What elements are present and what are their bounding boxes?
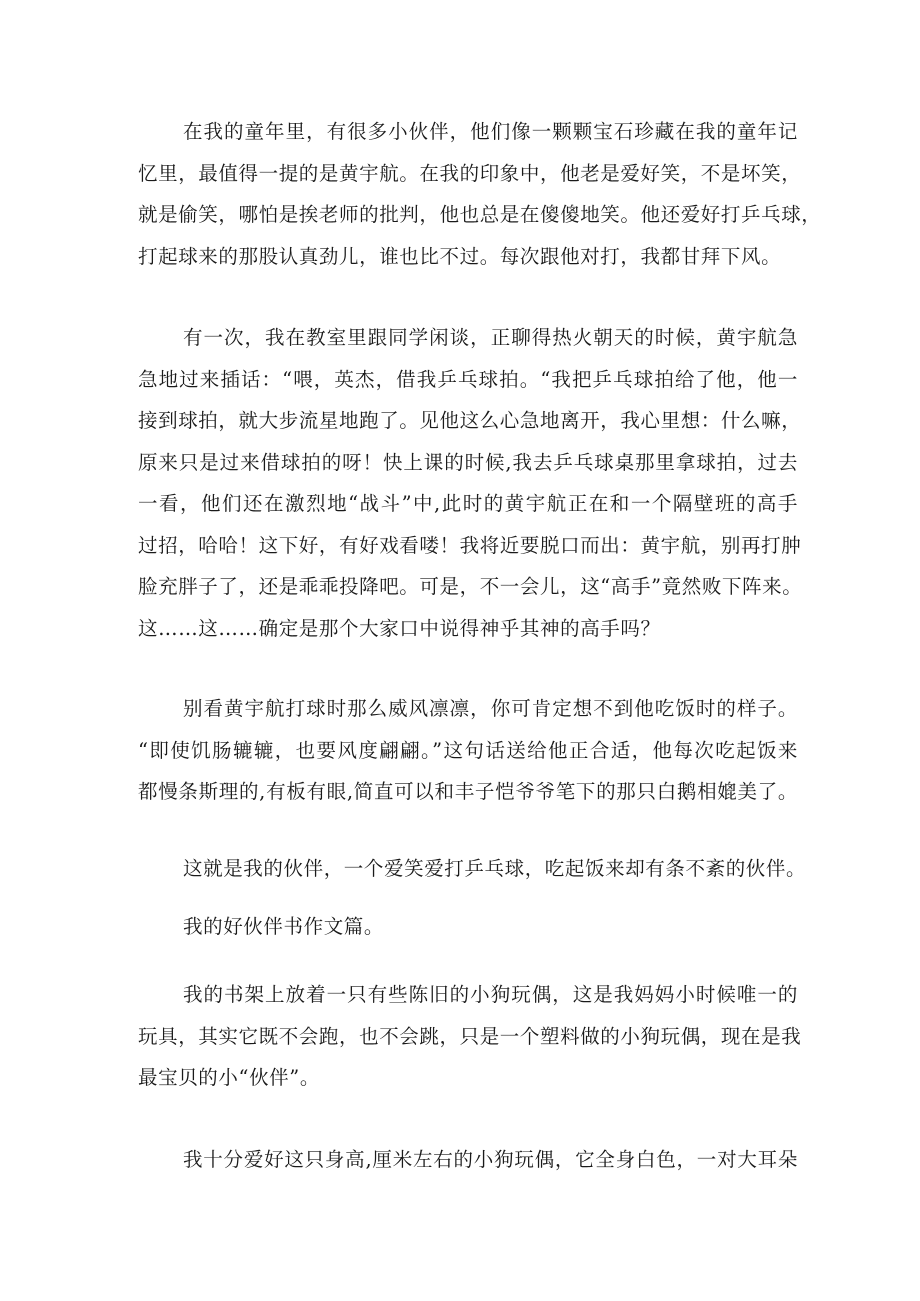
text-line: 忆里，最值得一提的是黄宇航。在我的印象中，他老是爱好笑，不是坏笑， [138,161,802,185]
text-line: 原来只是过来借球拍的呀！快上课的时候,我去乒乓球桌那里拿球拍，过去 [138,450,798,474]
paragraph-6 [138,974,802,1099]
paragraph-4 [138,848,807,890]
text-line: 我的好伙伴书作文篇。 [183,915,385,938]
text-line: 这就是我的伙伴，一个爱笑爱打乒乓球，吃起饭来却有条不紊的伙伴。 [183,857,807,880]
text-line: 过招，哈哈！这下好，有好戏看喽！我将近要脱口而出：黄宇航，别再打肿 [138,533,802,557]
text-line: 别看黄宇航打球时那么威风凛凛，你可肯定想不到他吃饭时的样子。 [183,697,798,720]
text-line: 脸充胖子了，还是乖乖投降吧。可是，不一会儿，这“高手”竟然败下阵来。 [138,575,803,598]
paragraph-3 [138,688,798,813]
text-line: “即使饥肠辘辘，也要风度翩翩。”这句话送给他正合适，他每次吃起饭来 [138,738,798,762]
paragraph-5 [138,906,798,948]
text-line: 打起球来的那股认真劲儿，谁也比不过。每次跟他对打，我都甘拜下风。 [138,244,782,268]
text-line: 我的书架上放着一只有些陈旧的小狗玩偶，这是我妈妈小时候唯一的 [183,983,798,1006]
text-line: 一看，他们还在激烈地“战斗”中,此时的黄宇航正在和一个隔壁班的高手 [138,492,798,515]
text-line: 我十分爱好这只身高,厘米左右的小狗玩偶，它全身白色，一对大耳朵 [183,1148,798,1171]
text-line: 接到球拍，就大步流星地跑了。见他这么心急地离开，我心里想：什么嘛， [138,409,802,432]
text-line: 这……这……确定是那个大家口中说得神乎其神的高手吗？ [138,616,661,640]
text-line: 玩具，其实它既不会跑，也不会跳，只是一个塑料做的小狗玩偶，现在是我 [138,1024,802,1048]
text-line: 急地过来插话：“喂，英杰，借我乒乓球拍。“我把乒乓球拍给了他，他一 [138,367,798,391]
text-line: 都慢条斯理的,有板有眼,简直可以和丰子恺爷爷笔下的那只白鹅相媲美了。 [138,780,798,803]
text-line: 就是偷笑，哪怕是挨老师的批判，他也总是在傻傻地笑。他还爱好打乒乓球， [138,203,822,226]
paragraph-2 [138,317,803,649]
text-line: 有一次，我在教室里跟同学闲谈，正聊得热火朝天的时候，黄宇航急 [183,326,798,349]
text-line: 在我的童年里，有很多小伙伴，他们像一颗颗宝石珍藏在我的童年记 [183,120,798,143]
paragraph-1 [138,111,822,277]
paragraph-7 [138,1139,798,1181]
text-line: 最宝贝的小“伙伴”。 [138,1066,320,1089]
